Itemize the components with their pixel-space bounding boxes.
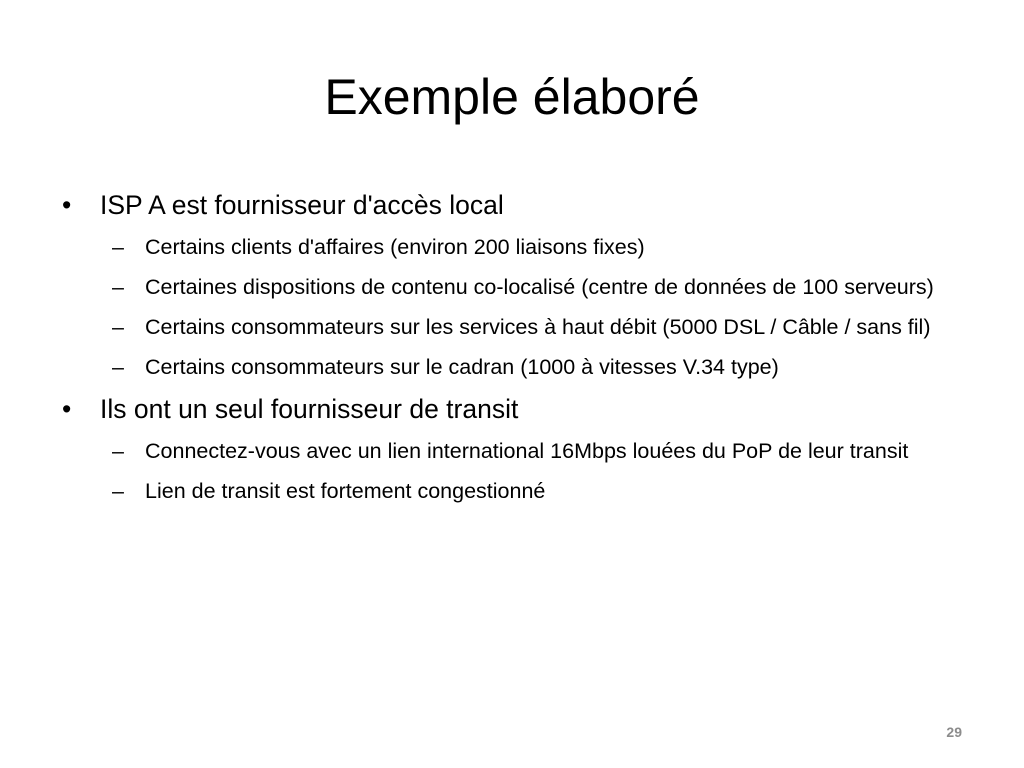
sub-bullet-item [62, 434, 962, 468]
sub-bullet-text: Lien de transit est fortement congestionné [145, 479, 546, 503]
dash-marker: – [112, 479, 124, 503]
sub-bullet-item [62, 230, 962, 264]
sub-bullet-list [62, 434, 962, 508]
sub-bullet-list [62, 230, 962, 384]
dash-marker: – [112, 355, 124, 379]
bullet-text: Ils ont un seul fournisseur de transit [100, 394, 519, 424]
sub-bullet-item [62, 350, 962, 384]
sub-bullet-item [62, 270, 962, 304]
sub-bullet-item [62, 310, 962, 344]
sub-bullet-text: Certains consommateurs sur le cadran (1000 à vitesses V.34 type) [145, 355, 779, 379]
bullet-item [62, 390, 962, 428]
sub-bullet-text: Connectez-vous avec un lien international 16Mbps louées du PoP de leur transit [145, 439, 909, 463]
sub-bullet-text: Certaines dispositions de contenu co-localisé (centre de données de 100 serveurs) [145, 275, 934, 299]
page-number: 29 [946, 724, 962, 740]
sub-bullet-item [62, 474, 962, 508]
sub-bullet-text: Certains consommateurs sur les services à haut débit (5000 DSL / Câble / sans fil) [145, 315, 931, 339]
bullet-item [62, 186, 962, 224]
dash-marker: – [112, 439, 124, 463]
bullet-text: ISP A est fournisseur d'accès local [100, 190, 504, 220]
bullet-marker: • [62, 190, 72, 220]
dash-marker: – [112, 275, 124, 299]
dash-marker: – [112, 235, 124, 259]
sub-bullet-text: Certains clients d'affaires (environ 200 liaisons fixes) [145, 235, 645, 259]
bullet-marker: • [62, 394, 72, 424]
dash-marker: – [112, 315, 124, 339]
bullet-list [62, 186, 962, 514]
slide-title: Exemple élaboré [324, 69, 700, 125]
